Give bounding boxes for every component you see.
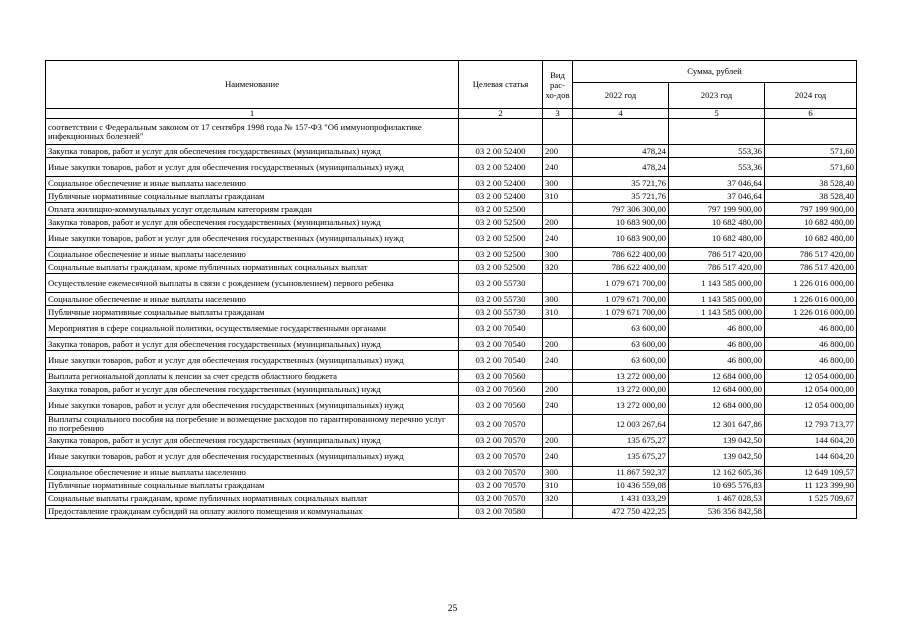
amount-2022: 1 079 671 700,00 [573,293,669,306]
row-name: Осуществление ежемесячной выплаты в связи с рождением (усыновлением) первого ребенка [46,274,459,293]
table-row [46,274,857,293]
expense-type-code: 240 [543,396,573,415]
amount-2023: 786 517 420,00 [669,248,765,261]
row-name: Социальное обеспечение и иные выплаты населению [46,177,459,190]
row-name: Социальные выплаты гражданам, кроме публичных нормативных социальных выплат [46,492,459,505]
header-expense-type: Вид рас-хо-дов [543,61,573,109]
amount-2024: 786 517 420,00 [765,261,857,274]
amount-2022: 10 683 900,00 [573,229,669,248]
target-article-code: 03 2 00 55730 [459,306,543,319]
amount-2023: 553,36 [669,145,765,158]
expense-type-code [543,370,573,383]
expense-type-code [543,274,573,293]
amount-2024: 571,60 [765,145,857,158]
row-name: Иные закупки товаров, работ и услуг для обеспечения государственных (муниципальных) нужд [46,396,459,415]
target-article-code: 03 2 00 55730 [459,274,543,293]
expense-type-code: 200 [543,434,573,447]
target-article-code: 03 2 00 70570 [459,479,543,492]
row-name: Социальное обеспечение и иные выплаты населению [46,248,459,261]
table-row [46,190,857,203]
expense-type-code: 310 [543,306,573,319]
amount-2022: 35 721,76 [573,190,669,203]
target-article-code: 03 2 00 70570 [459,415,543,434]
amount-2022: 786 622 400,00 [573,248,669,261]
amount-2023: 12 162 605,36 [669,466,765,479]
amount-2022: 13 272 000,00 [573,396,669,415]
expense-type-code: 320 [543,261,573,274]
amount-2023: 12 301 647,86 [669,415,765,434]
amount-2022: 12 003 267,64 [573,415,669,434]
amount-2024: 571,60 [765,158,857,177]
amount-2024: 144 604,20 [765,434,857,447]
amount-2024: 38 528,40 [765,177,857,190]
row-name: Мероприятия в сфере социальной политики, осуществляемые государственными органами [46,319,459,338]
amount-2022: 11 867 592,37 [573,466,669,479]
target-article-code: 03 2 00 52400 [459,158,543,177]
table-row [46,261,857,274]
amount-2023: 10 682 480,00 [669,229,765,248]
amount-2023: 46 800,00 [669,319,765,338]
amount-2024: 46 800,00 [765,319,857,338]
amount-2023: 1 143 585 000,00 [669,274,765,293]
table-row [46,370,857,383]
amount-2024: 12 054 000,00 [765,383,857,396]
row-name: Иные закупки товаров, работ и услуг для обеспечения государственных (муниципальных) нужд [46,158,459,177]
expense-type-code [543,119,573,145]
amount-2023: 10 695 576,83 [669,479,765,492]
row-name: Иные закупки товаров, работ и услуг для обеспечения государственных (муниципальных) нужд [46,229,459,248]
expense-type-code: 200 [543,338,573,351]
amount-2022: 63 600,00 [573,338,669,351]
expense-type-code [543,415,573,434]
expense-type-code: 310 [543,190,573,203]
page-number: 25 [447,604,458,614]
amount-2022: 135 675,27 [573,447,669,466]
amount-2023: 37 046,64 [669,190,765,203]
target-article-code: 03 2 00 70540 [459,338,543,351]
target-article-code: 03 2 00 70570 [459,447,543,466]
target-article-code: 03 2 00 52400 [459,177,543,190]
row-name: Иные закупки товаров, работ и услуг для обеспечения государственных (муниципальных) нужд [46,447,459,466]
target-article-code: 03 2 00 70540 [459,351,543,370]
expense-type-code: 240 [543,229,573,248]
amount-2022: 472 750 422,25 [573,505,669,518]
header-year-2022: 2022 год [573,83,669,109]
amount-2024: 1 226 016 000,00 [765,306,857,319]
budget-table [45,60,857,519]
expense-type-code: 300 [543,466,573,479]
amount-2022: 135 675,27 [573,434,669,447]
table-body [46,119,857,518]
row-name: Закупка товаров, работ и услуг для обеспечения государственных (муниципальных) нужд [46,434,459,447]
row-name: Предоставление гражданам субсидий на оплату жилого помещения и коммунальных [46,505,459,518]
table-row [46,396,857,415]
row-name: Закупка товаров, работ и услуг для обеспечения государственных (муниципальных) нужд [46,383,459,396]
target-article-code: 03 2 00 70570 [459,466,543,479]
table-row [46,479,857,492]
table-row [46,306,857,319]
amount-2024: 1 226 016 000,00 [765,274,857,293]
expense-type-code: 240 [543,351,573,370]
amount-2024: 46 800,00 [765,338,857,351]
target-article-code: 03 2 00 70540 [459,319,543,338]
target-article-code: 03 2 00 70580 [459,505,543,518]
row-name: Оплата жилищно-коммунальных услуг отдельным категориям граждан [46,203,459,216]
row-name: Публичные нормативные социальные выплаты гражданам [46,190,459,203]
amount-2022: 35 721,76 [573,177,669,190]
amount-2024: 11 123 399,90 [765,479,857,492]
amount-2024: 797 199 900,00 [765,203,857,216]
amount-2024 [765,505,857,518]
target-article-code: 03 2 00 52500 [459,229,543,248]
table-row [46,248,857,261]
target-article-code: 03 2 00 70560 [459,383,543,396]
amount-2023: 536 356 842,58 [669,505,765,518]
row-name: Закупка товаров, работ и услуг для обеспечения государственных (муниципальных) нужд [46,216,459,229]
row-name: Социальные выплаты гражданам, кроме публичных нормативных социальных выплат [46,261,459,274]
table-row [46,229,857,248]
amount-2024: 786 517 420,00 [765,248,857,261]
amount-2024: 12 054 000,00 [765,396,857,415]
table-row [46,216,857,229]
target-article-code: 03 2 00 52500 [459,261,543,274]
table-row [46,505,857,518]
row-name: соответствии с Федеральным законом от 17 сентября 1998 года № 157-ФЗ "Об иммунопрофилактике инфекционных болезней" [46,119,459,145]
amount-2022: 1 431 033,29 [573,492,669,505]
amount-2023 [669,119,765,145]
column-number: 5 [669,109,765,119]
table-row [46,177,857,190]
amount-2024: 10 682 480,00 [765,229,857,248]
amount-2023: 139 042,50 [669,434,765,447]
amount-2023: 46 800,00 [669,338,765,351]
expense-type-code: 240 [543,447,573,466]
amount-2022: 13 272 000,00 [573,383,669,396]
amount-2022: 797 306 300,00 [573,203,669,216]
target-article-code [459,119,543,145]
column-number: 2 [459,109,543,119]
column-number: 4 [573,109,669,119]
target-article-code: 03 2 00 70560 [459,370,543,383]
target-article-code: 03 2 00 52500 [459,216,543,229]
amount-2023: 12 684 000,00 [669,383,765,396]
amount-2023: 797 199 900,00 [669,203,765,216]
amount-2022: 478,24 [573,158,669,177]
table-row [46,415,857,434]
table-row [46,383,857,396]
expense-type-code [543,505,573,518]
header-year-2023: 2023 год [669,83,765,109]
row-name: Социальное обеспечение и иные выплаты населению [46,293,459,306]
amount-2022: 478,24 [573,145,669,158]
amount-2022: 63 600,00 [573,319,669,338]
amount-2023: 1 143 585 000,00 [669,293,765,306]
amount-2023: 139 042,50 [669,447,765,466]
amount-2024: 1 226 016 000,00 [765,293,857,306]
expense-type-code: 240 [543,158,573,177]
table-row [46,119,857,145]
row-name: Иные закупки товаров, работ и услуг для обеспечения государственных (муниципальных) нужд [46,351,459,370]
table-row [46,434,857,447]
row-name: Выплата региональной доплаты к пенсии за счет средств областного бюджета [46,370,459,383]
target-article-code: 03 2 00 52400 [459,145,543,158]
amount-2024: 12 649 109,57 [765,466,857,479]
target-article-code: 03 2 00 70560 [459,396,543,415]
expense-type-code: 200 [543,216,573,229]
amount-2022 [573,119,669,145]
table-row [46,145,857,158]
expense-type-code: 320 [543,492,573,505]
table-row [46,203,857,216]
amount-2024: 12 793 713,77 [765,415,857,434]
expense-type-code: 200 [543,145,573,158]
expense-type-code: 310 [543,479,573,492]
row-name: Социальное обеспечение и иные выплаты населению [46,466,459,479]
target-article-code: 03 2 00 55730 [459,293,543,306]
target-article-code: 03 2 00 52400 [459,190,543,203]
amount-2024: 38 528,40 [765,190,857,203]
expense-type-code [543,203,573,216]
table-row [46,293,857,306]
target-article-code: 03 2 00 70570 [459,492,543,505]
amount-2024: 46 800,00 [765,351,857,370]
amount-2023: 1 467 028,53 [669,492,765,505]
header-target-article: Целевая статья [459,61,543,109]
amount-2022: 1 079 671 700,00 [573,306,669,319]
table-row [46,466,857,479]
amount-2023: 46 800,00 [669,351,765,370]
amount-2022: 10 436 559,08 [573,479,669,492]
expense-type-code: 300 [543,293,573,306]
header-year-2024: 2024 год [765,83,857,109]
expense-type-code: 200 [543,383,573,396]
table-row [46,492,857,505]
column-number: 1 [46,109,459,119]
target-article-code: 03 2 00 52500 [459,248,543,261]
row-name: Выплаты социального пособия на погребение и возмещение расходов по гарантированному перечню услуг по погребению [46,415,459,434]
amount-2023: 12 684 000,00 [669,370,765,383]
amount-2023: 786 517 420,00 [669,261,765,274]
amount-2022: 63 600,00 [573,351,669,370]
amount-2022: 1 079 671 700,00 [573,274,669,293]
amount-2024 [765,119,857,145]
amount-2024: 10 682 480,00 [765,216,857,229]
amount-2024: 1 525 709,67 [765,492,857,505]
amount-2024: 144 604,20 [765,447,857,466]
table-row [46,319,857,338]
column-number: 3 [543,109,573,119]
target-article-code: 03 2 00 52500 [459,203,543,216]
header-name: Наименование [46,61,459,109]
header-sum: Сумма, рублей [573,61,857,83]
amount-2024: 12 054 000,00 [765,370,857,383]
amount-2023: 12 684 000,00 [669,396,765,415]
row-name: Публичные нормативные социальные выплаты гражданам [46,479,459,492]
amount-2022: 13 272 000,00 [573,370,669,383]
amount-2023: 37 046,64 [669,177,765,190]
amount-2022: 10 683 900,00 [573,216,669,229]
expense-type-code [543,319,573,338]
table-row [46,338,857,351]
table-row [46,158,857,177]
table-row [46,447,857,466]
amount-2023: 1 143 585 000,00 [669,306,765,319]
column-number: 6 [765,109,857,119]
row-name: Публичные нормативные социальные выплаты гражданам [46,306,459,319]
table-row [46,351,857,370]
amount-2023: 10 682 480,00 [669,216,765,229]
target-article-code: 03 2 00 70570 [459,434,543,447]
amount-2023: 553,36 [669,158,765,177]
row-name: Закупка товаров, работ и услуг для обеспечения государственных (муниципальных) нужд [46,145,459,158]
row-name: Закупка товаров, работ и услуг для обеспечения государственных (муниципальных) нужд [46,338,459,351]
expense-type-code: 300 [543,248,573,261]
amount-2022: 786 622 400,00 [573,261,669,274]
expense-type-code: 300 [543,177,573,190]
